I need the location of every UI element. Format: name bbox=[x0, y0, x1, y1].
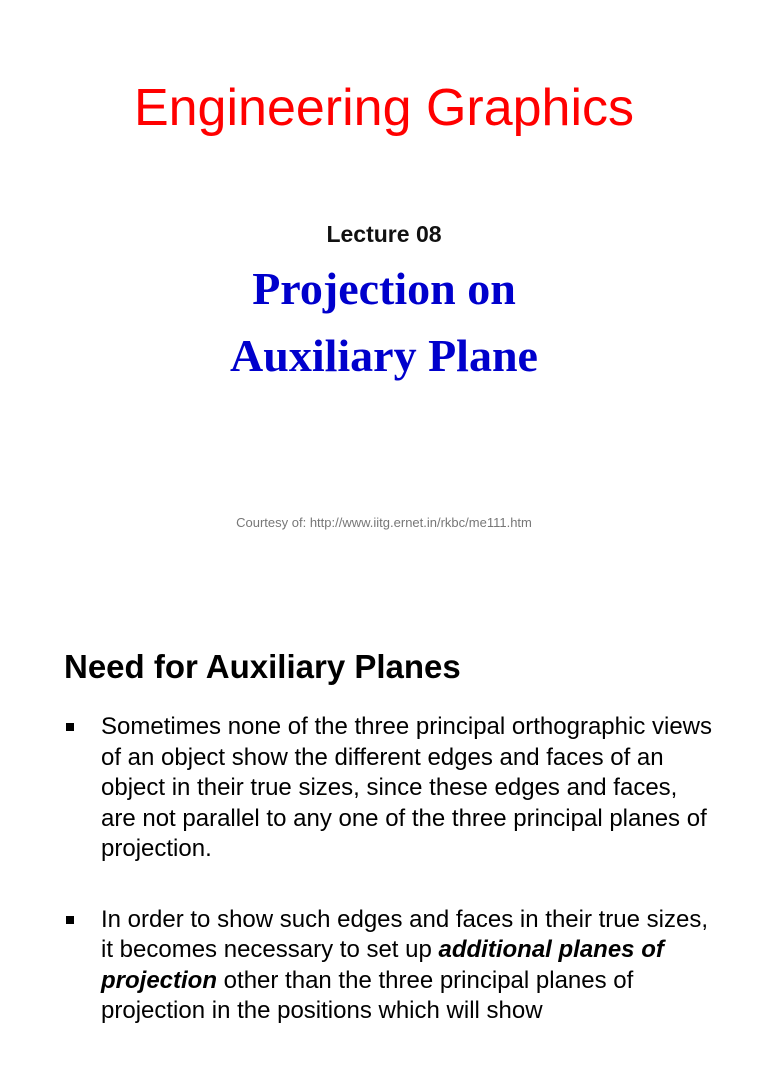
bullet-list bbox=[64, 712, 714, 1067]
slide-title: Engineering Graphics bbox=[133, 79, 635, 137]
square-bullet-icon bbox=[66, 723, 74, 731]
bullet-text: Sometimes none of the three principal orthographic views of an object show the different edges and faces of an object in their true sizes, since these edges and faces, are not parallel to any one of the three principal planes of projection. bbox=[101, 713, 712, 862]
lecture-number: Lecture 08 bbox=[326, 221, 442, 247]
bullet-emphasis: additional planes of projection bbox=[101, 936, 664, 994]
section-heading: Need for Auxiliary Planes bbox=[64, 648, 461, 685]
content-slide bbox=[0, 600, 768, 1024]
bullet-text: In order to show such edges and faces in their true sizes, it becomes necessary to set up bbox=[101, 905, 708, 963]
courtesy-credit: Courtesy of: http://www.iitg.ernet.in/rkbc/me111.htm bbox=[236, 515, 532, 530]
bullet-item bbox=[64, 905, 714, 1027]
bullet-text-continued: other than the three principal planes of projection in the positions which will show bbox=[101, 966, 634, 1024]
square-bullet-icon bbox=[66, 916, 74, 924]
lecture-topic-line-1: Projection on bbox=[252, 263, 516, 314]
bullet-item bbox=[64, 712, 714, 865]
lecture-topic-line-2: Auxiliary Plane bbox=[230, 330, 538, 381]
